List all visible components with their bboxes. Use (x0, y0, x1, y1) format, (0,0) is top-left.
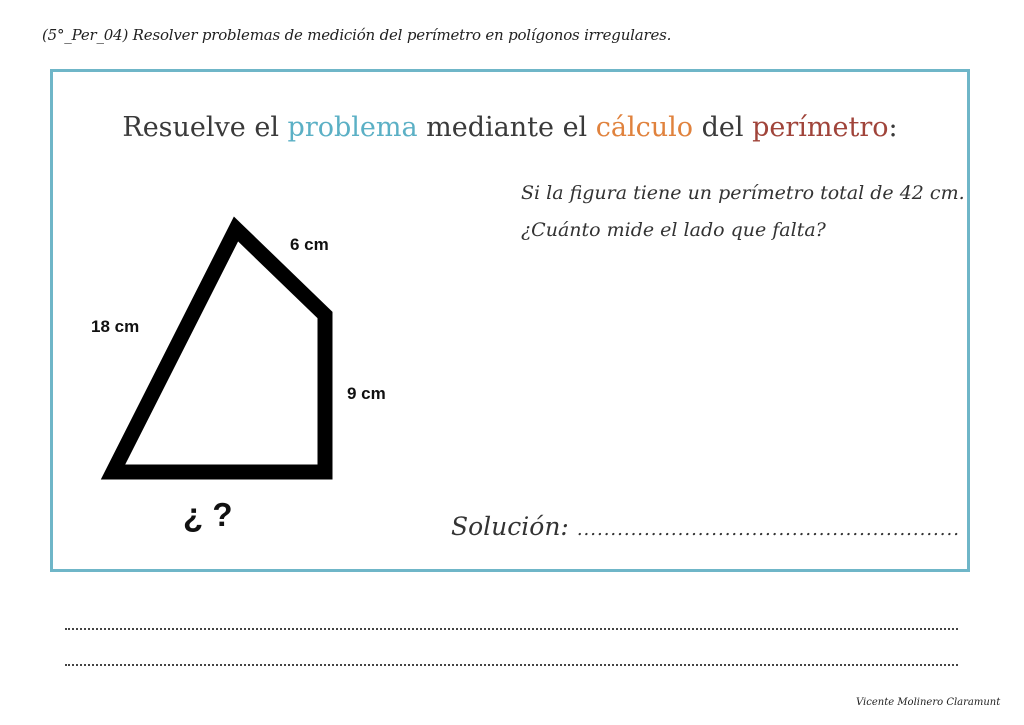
author-credit: Vicente Molinero Claramunt (856, 697, 1001, 708)
polygon-figure (53, 72, 967, 569)
solution-line (451, 512, 960, 541)
question-line-2: ¿Cuánto mide el lado que falta? (521, 219, 826, 241)
title-word-calculo: cálculo (595, 112, 694, 143)
problem-card (50, 69, 970, 572)
title-part-3: mediante el (417, 112, 596, 143)
worksheet-header: (5°_Per_04) Resolver problemas de medición del perímetro en polígonos irregulares. (42, 26, 672, 44)
solution-label: Solución: (451, 512, 569, 541)
irregular-polygon (113, 229, 325, 472)
label-side-top: 6 cm (290, 235, 329, 254)
answer-line-2[interactable] (65, 664, 958, 666)
solution-answer-blank[interactable]: ......................................................... (576, 519, 960, 540)
answer-line-1[interactable] (65, 628, 958, 630)
title-word-perimetro: perímetro (752, 112, 889, 143)
title-part-1: Resuelve el (122, 112, 288, 143)
label-side-right: 9 cm (347, 384, 386, 403)
label-side-left: 18 cm (91, 317, 140, 336)
question-line-1: Si la figura tiene un perímetro total de 42 cm. (521, 182, 965, 204)
label-side-bottom-unknown: ¿ ? (183, 496, 233, 533)
title-colon: : (888, 112, 898, 143)
title-word-problema: problema (287, 112, 418, 143)
title-part-5: del (693, 112, 753, 143)
